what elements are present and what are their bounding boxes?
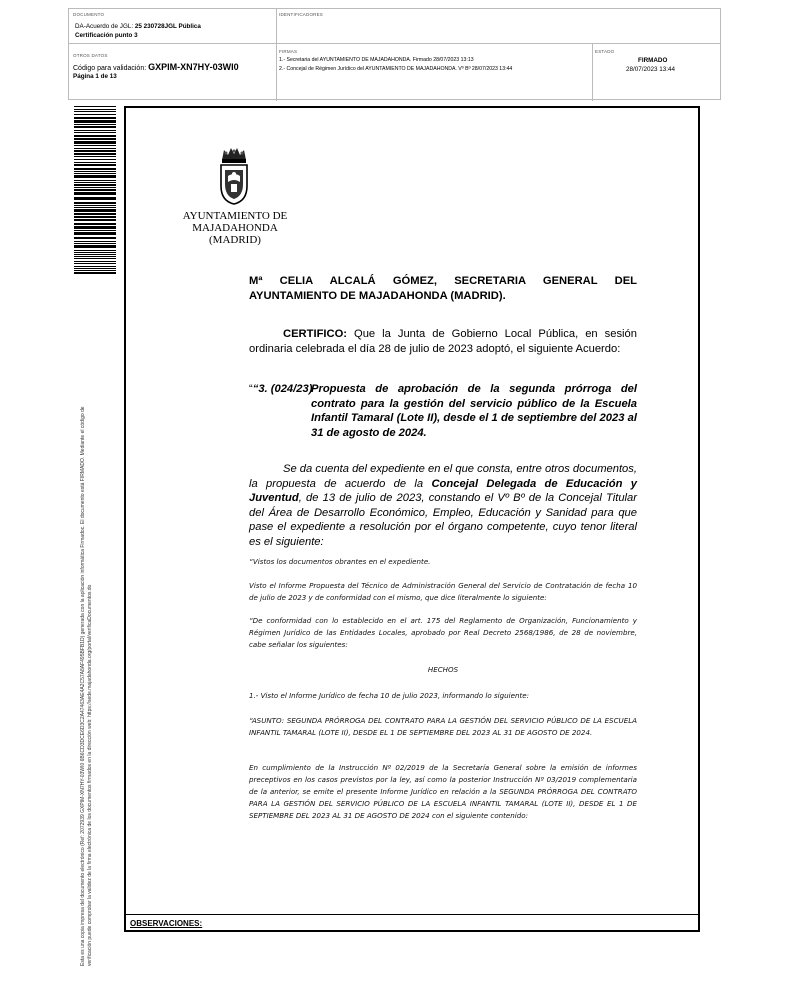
signature-2: 2.- Concejal de Régimen Jurídico del AYUNTAMIENTO DE MAJADAHONDA. Vº Bº 28/07/2023 13:44 — [279, 66, 513, 72]
status-date: 28/07/2023 13:44 — [626, 66, 676, 73]
barcode-bar — [74, 148, 116, 149]
org-line3: (MADRID) — [209, 234, 261, 246]
documento-ref: 25 230728JGL Pública — [134, 23, 201, 30]
certifico-label: CERTIFICO: — [283, 328, 348, 340]
barcode-bar — [74, 270, 116, 271]
signature-1: 1.- Secretaria del AYUNTAMIENTO DE MAJADAHONDA. Firmado 28/07/2023 13:13 — [279, 57, 474, 63]
barcode-bar — [74, 150, 116, 152]
barcode-bar — [74, 145, 116, 146]
org-line1: AYUNTAMIENTO DE — [182, 210, 288, 222]
barcode-bar — [74, 114, 116, 115]
concejal-name: Concejal Delegada de Educación y Juventud — [249, 477, 638, 505]
barcode-bar — [74, 241, 116, 242]
barcode-bar — [74, 243, 116, 244]
barcode-bar — [74, 171, 116, 172]
barcode-bar — [74, 159, 116, 160]
barcode-bar — [74, 120, 116, 123]
doc-title: Mª CELIA ALCALÁ GÓMEZ, SECRETARIA GENERAL DEL AYUNTAMIENTO DE MAJADAHONDA (MADRID). — [249, 275, 637, 302]
barcode-bar — [74, 168, 116, 170]
page-counter: Página 1 de 13 — [73, 73, 117, 80]
barcode-bar — [74, 202, 116, 204]
barcode-bar — [74, 256, 116, 257]
certifico-text: Que la Junta de Gobierno Local Pública, en sesión ordinaria celebrada el día 28 de julio de 2023 adoptó, el siguiente Acuerdo: — [249, 328, 637, 355]
observaciones-label: OBSERVACIONES: — [130, 919, 203, 928]
barcode-bar — [74, 266, 116, 267]
barcode-bar — [74, 182, 116, 183]
barcode-bar — [74, 189, 116, 191]
status-badge: FIRMADO — [638, 57, 668, 64]
asunto-paragraph: “ASUNTO: SEGUNDA PRÓRROGA DEL CONTRATO PARA LA GESTIÓN DEL SERVICIO PÚBLICO DE LA ESCUELA INFANTIL TAMARAL (LOTE II), DESDE EL 1 DE SEPTIEMBRE DEL 2023 AL 31 DE AGOSTO DE 2024. — [249, 716, 637, 737]
barcode-bar — [74, 263, 116, 264]
expediente-paragraph: Se da cuenta del expediente en el que consta, entre otros documentos, la propuesta de acuerdo de la Concejal Delegada de Educación y Juventud, de 13 de julio de 2023, constando el Vº Bº de la Concejal Titular del Área de Desarrollo Económico, Empleo, Educación y Sanidad para que pase el expediente a resolución por el órgano competente, cuyo tenor literal es el siguiente: — [249, 463, 638, 548]
barcode-bar — [74, 252, 116, 253]
barcode-bar — [74, 153, 116, 155]
barcode-bar — [74, 138, 116, 140]
barcode-bar — [74, 126, 116, 128]
barcode-bar — [74, 207, 116, 208]
agenda-item-text: Propuesta de aprobación de la segunda prórroga del contrato para la gestión del servicio público de la Escuela Infantil Tamaral (Lote II), desde el 1 de septiembre del 2023 al 31 de agosto de 2024. — [311, 383, 637, 439]
barcode-bar — [74, 187, 116, 188]
barcode-bar — [74, 205, 116, 206]
barcode-bar — [74, 272, 116, 274]
barcode-bar — [74, 213, 116, 215]
barcode-bar — [74, 268, 116, 269]
barcode-bar — [74, 250, 116, 251]
visto-informe-paragraph: Visto el Informe Propuesta del Técnico de Administración General del Servicio de Contratación de fecha 10 de julio de 2023 y de conformidad con el mismo, que dice literalmente lo siguiente: — [249, 581, 637, 602]
documento-caption: DOCUMENTO — [73, 12, 105, 17]
barcode-bar — [74, 130, 116, 131]
cumplimiento-paragraph: En cumplimiento de la Instrucción Nº 02/2019 de la Secretaría General sobre la emisión de informes preceptivos en los casos previstos por la ley, así como la posterior Instrucción Nº 03/2019 complementaria de la anterior, se emite el presente Informe Jurídico en relación a la SEGUNDA PRÓRROGA DEL CONTRATO PARA LA GESTIÓN DEL SERVICIO PÚBLICO DE LA ESCUELA INFANTIL TAMARAL (LOTE II), DESDE EL 1 DE SEPTIEMBRE DEL 2023 AL 31 DE AGOSTO DE 2024 con el siguiente contenido: — [249, 763, 637, 820]
barcode-bar — [74, 223, 116, 225]
certifico-paragraph — [249, 327, 637, 357]
barcode-bar — [74, 184, 116, 186]
barcode-bar — [74, 209, 116, 212]
conformidad-paragraph: “De conformidad con lo establecido en el art. 175 del Reglamento de Organización, Funcionamiento y Régimen Jurídico de las Entidades Locales, aprobado por Real Decreto 2568/1986, de 28 de noviembre, cabe señalar los siguientes: — [249, 616, 637, 649]
barcode-bar — [74, 226, 116, 229]
barcode-bar — [74, 164, 116, 166]
barcode-bar — [74, 219, 116, 221]
barcode-bar — [74, 173, 116, 174]
barcode-bar — [74, 111, 116, 112]
barcode-bar — [74, 162, 116, 163]
verification-side-text — [80, 286, 94, 966]
barcode-bar — [74, 230, 116, 231]
vistos-paragraph: “Vistos los documentos obrantes en el expediente. — [249, 557, 431, 566]
barcode-bar — [74, 175, 116, 178]
otros-datos-caption: OTROS DATOS — [73, 53, 108, 58]
organization-name — [170, 210, 300, 246]
barcode-bar — [74, 216, 116, 218]
barcode-bar — [74, 254, 116, 255]
barcode-bar — [74, 258, 116, 259]
barcode-bar — [74, 232, 116, 235]
barcode-bar — [74, 180, 116, 181]
identificadores-caption: IDENTIFICADORES — [279, 12, 324, 17]
agenda-item-label: ““3. (024/23) — [249, 383, 313, 395]
agenda-item — [249, 382, 637, 440]
barcode-bar — [74, 132, 116, 133]
barcode-bar — [74, 124, 116, 125]
side-text-line2: verificación puede comprobar la validez de la firma electrónica de los documentos firmados en la dirección web: https://sede.majadahonda.org/portal/verificaDocumentos.do — [87, 584, 93, 966]
barcode-bar — [74, 197, 116, 200]
estado-caption: ESTADO — [595, 49, 615, 54]
barcode-bar — [74, 135, 116, 137]
hechos-heading: HECHOS — [427, 665, 459, 674]
side-text-line1: Esta es una copia impresa del documento electrónico (Ref: 2072939 GXPIM-XN7HY-03WI0 6B6CD3DCE6D3C2A47463AE4A2C57A8AF495BFB1D) generada con la aplicación informática Firmadoc. El documento está FIRMADO. Mediante el código de — [80, 406, 86, 966]
barcode-bar — [74, 156, 116, 157]
observaciones-box — [124, 914, 700, 932]
validation-code-value: GXPIM-XN7HY-03WI0 — [148, 62, 239, 72]
hecho1-paragraph: 1.- Visto el Informe Jurídico de fecha 10 de julio 2023, informando lo siguiente: — [249, 691, 530, 700]
barcode-bar — [74, 237, 116, 239]
org-line2: MAJADAHONDA — [192, 222, 278, 234]
firmas-caption: FIRMAS — [279, 49, 298, 54]
barcode-bar — [74, 117, 116, 119]
barcode-bar — [74, 245, 116, 248]
barcode-bar — [74, 106, 116, 107]
barcode-bar — [74, 261, 116, 262]
coat-of-arms-icon — [214, 146, 254, 206]
barcode-bar — [74, 192, 116, 195]
barcode-bar — [74, 141, 116, 144]
barcode — [74, 106, 116, 276]
barcode-bar — [74, 109, 116, 110]
documento-line2: Certificación punto 3 — [75, 32, 138, 39]
documento-line1: DA-Acuerdo de JGL: 25 230728JGL Pública — [75, 23, 201, 30]
validation-code: Código para validación: GXPIM-XN7HY-03WI0 — [73, 62, 239, 72]
signature-header — [68, 8, 721, 100]
